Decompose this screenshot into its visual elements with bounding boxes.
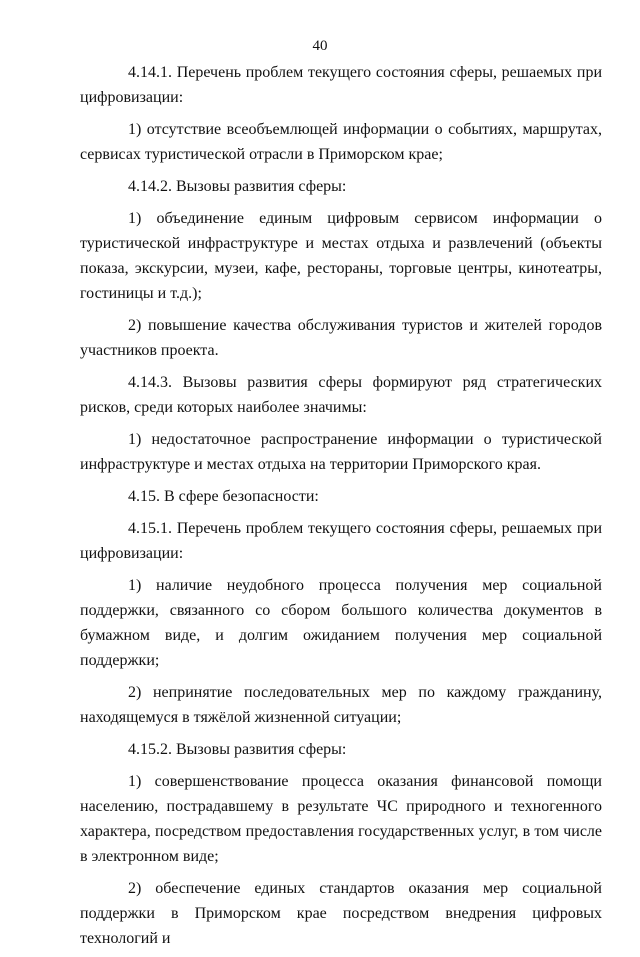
section-heading-4-15-1: 4.15.1. Перечень проблем текущего состояния сферы, решаемых при цифровизации: (80, 520, 602, 562)
section-heading-4-14-3: 4.14.3. Вызовы развития сферы формируют ряд стратегических рисков, среди которых наиболее значимы: (80, 374, 602, 416)
list-item: 2) повышение качества обслуживания туристов и жителей городов участников проекта. (80, 317, 602, 359)
list-item: 1) отсутствие всеобъемлющей информации о событиях, маршрутах, сервисах туристической отрасли в Приморском крае; (80, 121, 602, 163)
list-item: 2) обеспечение единых стандартов оказания мер социальной поддержки в Приморском крае посредством внедрения цифровых технологий и (80, 880, 602, 947)
list-item: 1) совершенствование процесса оказания финансовой помощи населению, пострадавшему в результате ЧС природного и техногенного характера, посредством предоставления государственных услуг, в том числе в электронном виде; (80, 773, 602, 865)
list-item: 1) наличие неудобного процесса получения мер социальной поддержки, связанного со сбором большого количества документов в бумажном виде, и долгим ожиданием получения мер социальной поддержки; (80, 577, 602, 669)
list-item: 2) непринятие последовательных мер по каждому гражданину, находящемуся в тяжёлой жизненной ситуации; (80, 684, 602, 726)
section-heading-4-15-2: 4.15.2. Вызовы развития сферы: (128, 741, 347, 758)
section-heading-4-14-2: 4.14.2. Вызовы развития сферы: (128, 178, 347, 195)
page-number: 40 (312, 38, 328, 54)
list-item: 1) объединение единым цифровым сервисом информации о туристической инфраструктуре и местах отдыха и развлечений (объекты показа, экскурсии, музеи, кафе, рестораны, торговые центры, кинотеатры, гостиницы и т.д.); (80, 210, 602, 302)
section-heading-4-15: 4.15. В сфере безопасности: (128, 488, 319, 505)
list-item: 1) недостаточное распространение информации о туристической инфраструктуре и местах отдыха на территории Приморского края. (80, 431, 602, 473)
section-heading-4-14-1: 4.14.1. Перечень проблем текущего состояния сферы, решаемых при цифровизации: (80, 64, 602, 106)
document-body (80, 60, 602, 957)
